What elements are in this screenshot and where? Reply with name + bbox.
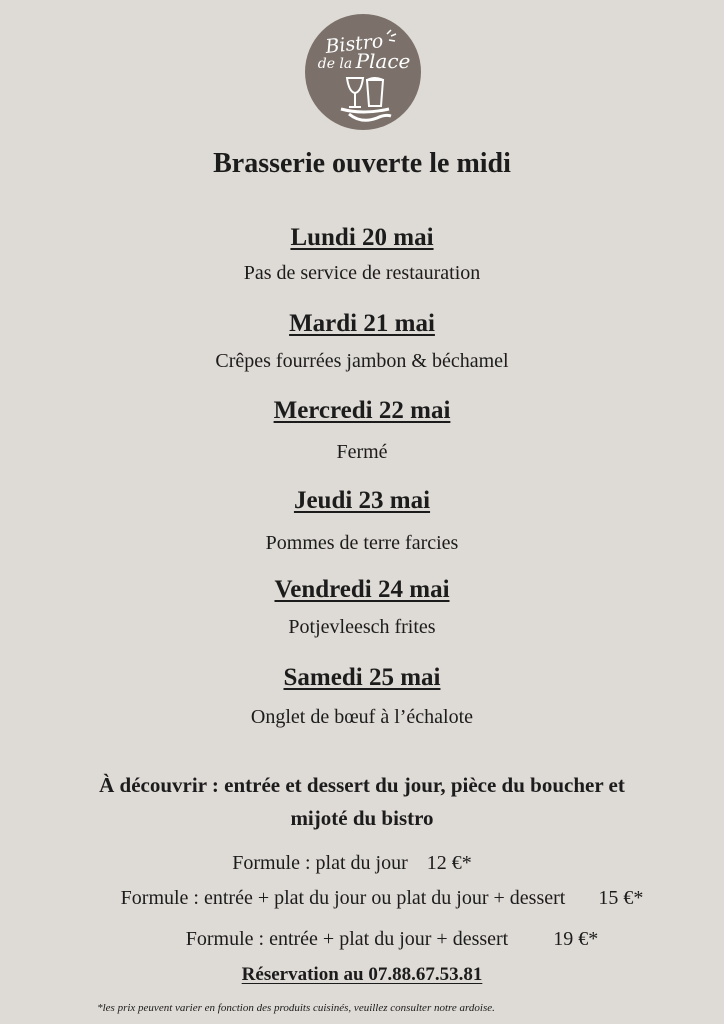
formula-row — [30, 928, 724, 951]
day-dish: Pommes de terre farcies — [265, 532, 459, 554]
day-dish: Onglet de bœuf à l’échalote — [250, 706, 474, 728]
formula-label: Formule : entrée + plat du jour ou plat du jour + dessert — [120, 887, 566, 909]
price-footnote: *les prix peuvent varier en fonction des produits cuisinés, veuillez consulter notre ardoise. — [97, 1002, 495, 1014]
formula-row — [20, 887, 724, 910]
logo-text-bistro: Bistro — [324, 30, 385, 59]
day-dish: Crêpes fourrées jambon & béchamel — [215, 350, 509, 372]
page-title: Brasserie ouverte le midi — [213, 148, 511, 179]
day-heading: Mardi 21 mai — [289, 310, 435, 337]
formula-row — [0, 852, 714, 875]
formula-label: Formule : entrée + plat du jour + dessert — [185, 928, 509, 950]
formula-price: 12 €* — [426, 852, 472, 874]
formula-price: 15 €* — [598, 887, 644, 909]
day-heading: Lundi 20 mai — [290, 224, 434, 251]
day-dish: Potjevleesch frites — [288, 616, 436, 638]
logo-text-de-la: de la — [317, 56, 353, 72]
day-heading: Samedi 25 mai — [283, 664, 441, 691]
discover-line-1: À découvrir : entrée et dessert du jour, pièce du boucher et — [99, 773, 625, 797]
day-heading: Jeudi 23 mai — [293, 487, 431, 514]
formula-label: Formule : plat du jour — [232, 852, 408, 874]
discover-line-2: mijoté du bistro — [290, 806, 434, 830]
day-heading: Vendredi 24 mai — [274, 576, 450, 603]
formula-price: 19 €* — [553, 928, 599, 950]
day-dish: Pas de service de restauration — [243, 262, 481, 284]
logo-text-place: Place — [355, 49, 411, 73]
bistro-logo — [305, 14, 421, 130]
day-heading: Mercredi 22 mai — [273, 397, 451, 424]
reservation-phone[interactable]: Réservation au 07.88.67.53.81 — [241, 964, 483, 985]
day-dish: Fermé — [336, 441, 388, 463]
